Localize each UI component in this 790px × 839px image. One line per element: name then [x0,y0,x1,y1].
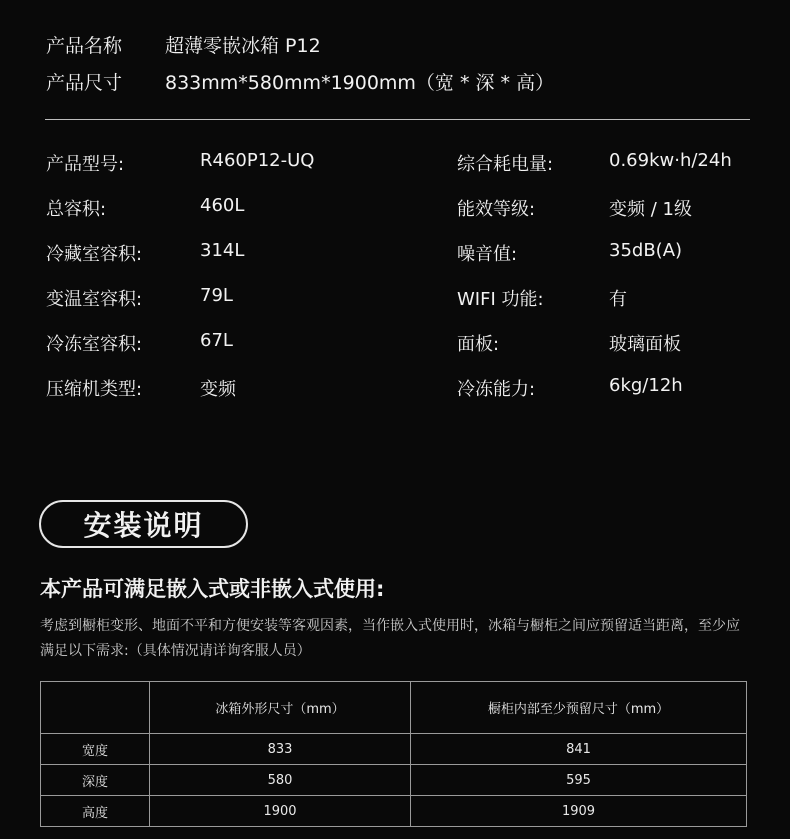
install-subtitle: 本产品可满足嵌入式或非嵌入式使用: [40,577,385,601]
product-size-value: 833mm*580mm*1900mm（宽 * 深 * 高） [165,72,555,94]
table-cell: 深度 [41,765,150,796]
table-header-cell [41,682,150,734]
product-name-label: 产品名称 [46,35,123,57]
table-header-cell: 冰箱外形尺寸（mm） [150,682,411,734]
install-description: 考虑到橱柜变形、地面不平和方便安装等客观因素，当作嵌入式使用时，冰箱与橱柜之间应预留适当距离，至少应满足以下需求:（具体情况请详询客服人员） [40,618,740,659]
product-name-value: 超薄零嵌冰箱 P12 [165,35,321,57]
spec-label: 变温室容积: [46,289,143,310]
table-header-row [41,682,747,734]
spec-label: 冷冻能力: [457,379,536,400]
table-cell: 841 [411,734,747,765]
spec-value: 67L [200,330,233,351]
table-row [41,796,747,827]
spec-label: 总容积: [46,199,107,220]
product-size-label: 产品尺寸 [46,72,123,94]
spec-value: 有 [609,289,627,310]
table-cell: 833 [150,734,411,765]
spec-value: 314L [200,240,245,261]
spec-value: 变频 [200,379,236,400]
spec-label: 冷冻室容积: [46,334,143,355]
table-cell: 宽度 [41,734,150,765]
table-header-cell: 橱柜内部至少预留尺寸（mm） [411,682,747,734]
spec-value: 6kg/12h [609,375,683,396]
table-row [41,765,747,796]
install-title: 安装说明 [83,509,204,542]
dimension-table [40,681,747,827]
spec-value: 79L [200,285,233,306]
spec-value: 0.69kw·h/24h [609,150,732,171]
spec-value: 变频 / 1级 [609,199,692,220]
spec-label: 噪音值: [457,244,518,265]
header-divider [45,119,750,120]
spec-label: 能效等级: [457,199,536,220]
install-title-badge [39,500,248,548]
spec-value: 玻璃面板 [609,334,681,355]
spec-value: 35dB(A) [609,240,683,261]
spec-label: 面板: [457,334,500,355]
spec-value: R460P12-UQ [200,150,315,171]
table-cell: 高度 [41,796,150,827]
table-cell: 1909 [411,796,747,827]
spec-label: 产品型号: [46,154,125,175]
table-cell: 1900 [150,796,411,827]
spec-label: 冷藏室容积: [46,244,143,265]
spec-value: 460L [200,195,245,216]
spec-label: 综合耗电量: [457,154,554,175]
table-row [41,734,747,765]
spec-label: 压缩机类型: [46,379,143,400]
table-cell: 595 [411,765,747,796]
table-cell: 580 [150,765,411,796]
spec-label: WIFI 功能: [457,289,544,310]
